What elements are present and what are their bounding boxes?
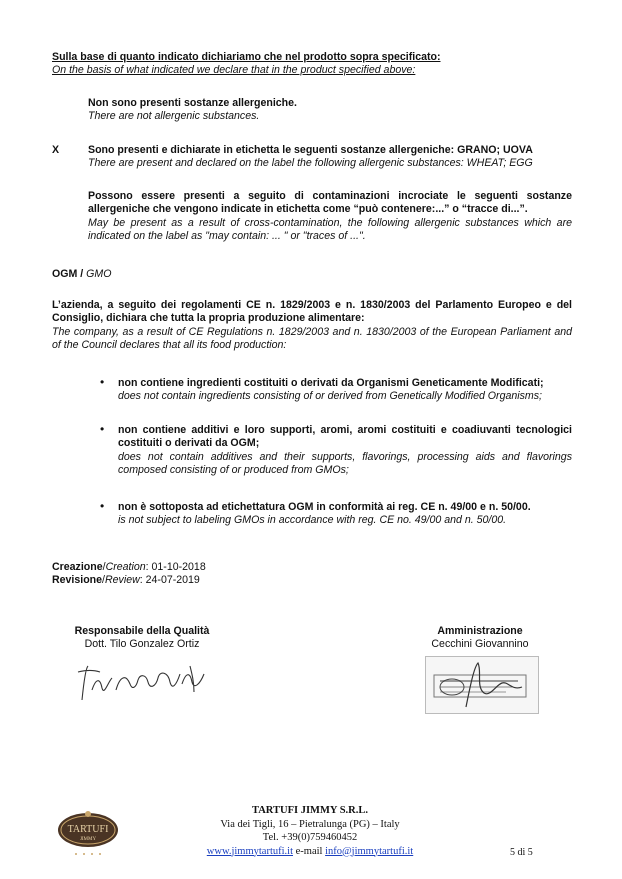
option3	[88, 190, 572, 243]
intro-it: Sulla base di quanto indicato dichiariamo che nel prodotto sopra specificato:	[52, 51, 441, 63]
gmo-item-3	[118, 501, 572, 528]
footer-company: TARTUFI JIMMY S.R.L.	[251, 805, 368, 816]
gmo-heading-it: OGM	[52, 268, 78, 280]
company-stamp	[425, 656, 539, 714]
option1-en: There are not allergenic substances.	[88, 110, 260, 123]
bullet-icon: •	[100, 422, 105, 436]
creation-value: : 01-10-2018	[145, 561, 206, 573]
signature-right-name: Cecchini Giovannino	[431, 638, 529, 651]
option2-en: There are present and declared on the label the following allergenic substances: WHEAT; EGG	[88, 157, 533, 170]
gmo-item-3-it: non è sottoposta ad etichettatura OGM in conformità ai reg. CE n. 49/00 e n. 50/00.	[118, 501, 531, 513]
signature-left-name: Dott. Tilo Gonzalez Ortiz	[84, 638, 200, 651]
signature-right-role: Amministrazione	[437, 625, 523, 637]
gmo-item-3-en: is not subject to labeling GMOs in accordance with reg. CE no. 49/00 and n. 50/00.	[118, 514, 507, 527]
creation-date: Creazione/Creation: 01-10-2018	[52, 561, 206, 573]
dates-section	[52, 561, 206, 588]
option1	[88, 97, 572, 124]
bullet-icon: •	[100, 375, 105, 389]
option2	[88, 144, 572, 171]
gmo-item-1-en: does not contain ingredients consisting of or derived from Genetically Modified Organisms;	[118, 390, 542, 403]
revision-label-it: Revisione	[52, 574, 103, 587]
logo-icon	[52, 808, 124, 860]
signature-left	[52, 625, 232, 652]
footer-address: Via dei Tigli, 16 – Pietralunga (PG) – Italy	[220, 818, 400, 830]
footer-email-link[interactable]: info@jimmytartufi.it	[325, 845, 414, 857]
gmo-heading-sep: /	[77, 268, 87, 280]
intro-en: On the basis of what indicated we declare that in the product specified above:	[52, 64, 416, 77]
footer-website-link[interactable]: www.jimmytartufi.it	[206, 845, 294, 857]
option1-it: Non sono presenti sostanze allergeniche.	[88, 97, 297, 109]
gmo-heading-en: GMO	[86, 268, 112, 280]
bullet-icon: •	[100, 499, 105, 513]
gmo-paragraph	[52, 299, 572, 352]
page-number: 5 di 5	[510, 847, 533, 858]
gmo-heading	[52, 268, 111, 281]
company-logo	[52, 808, 124, 860]
option2-marker: X	[52, 144, 60, 156]
gmo-para-it: L’azienda, a seguito dei regolamenti CE n. 1829/2003 e n. 1830/2003 del Parlamento Europeo e del Consiglio, dichiara che tutta la propria produzione alimentare:	[52, 299, 572, 325]
gmo-item-2-en: does not contain additives and their supports, flavorings, processing aids and flavorings composed consisting of or produced from GMOs;	[118, 450, 572, 476]
creation-label-en: Creation	[105, 561, 146, 573]
logo-sub: JIMMY	[79, 837, 97, 842]
creation-label-it: Creazione	[52, 561, 103, 573]
revision-date: Revisione/Review: 24-07-2019	[52, 574, 200, 587]
revision-value: : 24-07-2019	[139, 574, 200, 587]
stamp-scribble	[426, 657, 538, 713]
signature-left-role: Responsabile della Qualità	[74, 625, 210, 637]
signature-right	[390, 625, 570, 652]
option3-it: Possono essere presenti a seguito di contaminazioni incrociate le seguenti sostanze allergeniche che vengono indicate in etichetta come “può contenere:...” o “tracce di...”.	[88, 190, 572, 216]
footer-info	[200, 804, 420, 858]
footer-contacts	[200, 845, 420, 859]
gmo-para-en: The company, as a result of CE Regulations n. 1829/2003 and n. 1830/2003 of the European Parliament and of the Council declares that all its food production:	[52, 325, 572, 351]
signature-left-scribble	[72, 660, 212, 706]
intro-section	[52, 51, 572, 78]
gmo-item-2-it: non contiene additivi e loro supporti, aromi, aromi costituiti e coadiuvanti tecnologici costituiti o derivati da OGM;	[118, 424, 572, 450]
gmo-item-1-it: non contiene ingredienti costituiti o derivati da Organismi Geneticamente Modificati;	[118, 377, 544, 389]
gmo-item-2	[118, 424, 572, 477]
footer-email-label: e-mail	[295, 845, 323, 857]
option2-it: Sono presenti e dichiarate in etichetta le seguenti sostanze allergeniche: GRANO; UOVA	[88, 144, 533, 156]
logo-text: TARTUFI	[67, 824, 109, 835]
option3-en: May be present as a result of cross-contamination, the following allergenic substances which are indicated on the label as "may contain: ... " or "traces of ...".	[88, 216, 572, 242]
footer-tel: Tel. +39(0)759460452	[262, 832, 358, 843]
gmo-item-1	[118, 377, 572, 404]
revision-label-en: Review	[105, 574, 140, 587]
